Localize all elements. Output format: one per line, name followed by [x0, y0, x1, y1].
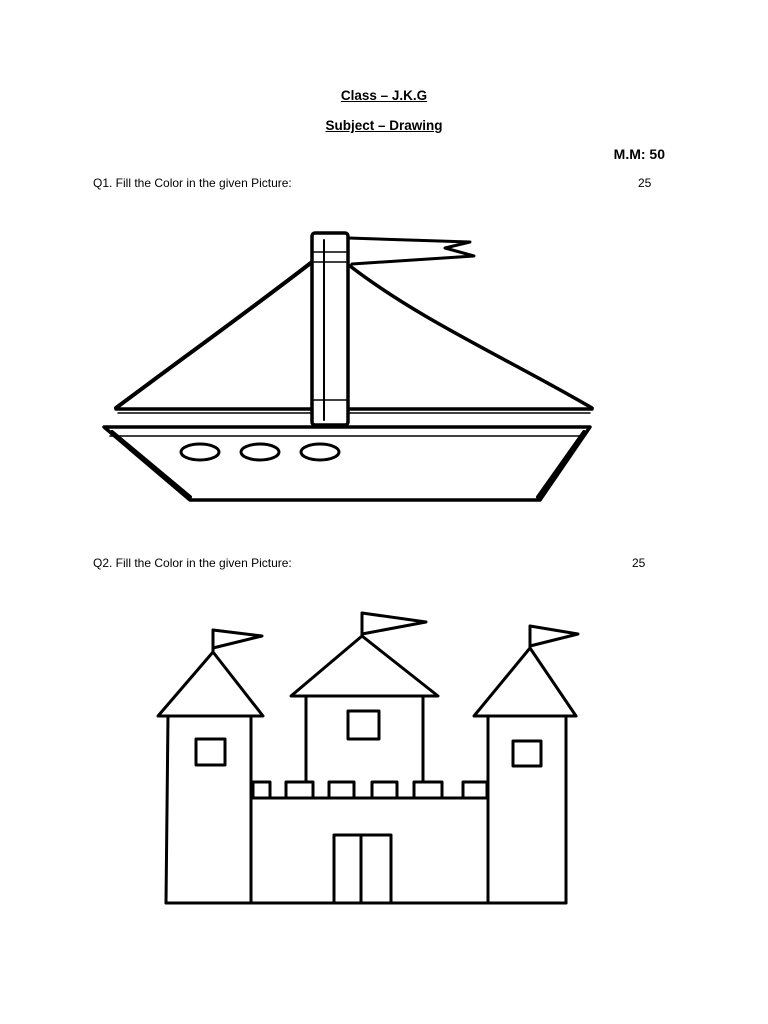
question-1-marks: 25 — [638, 176, 652, 190]
question-2-text: Q2. Fill the Color in the given Picture: — [93, 556, 292, 570]
question-1-text: Q1. Fill the Color in the given Picture: — [93, 176, 292, 190]
max-marks: M.M: 50 — [613, 146, 665, 162]
class-title: Class – J.K.G — [340, 88, 428, 103]
subject-title: Subject – Drawing — [325, 118, 443, 133]
question-2-marks: 25 — [632, 556, 646, 570]
